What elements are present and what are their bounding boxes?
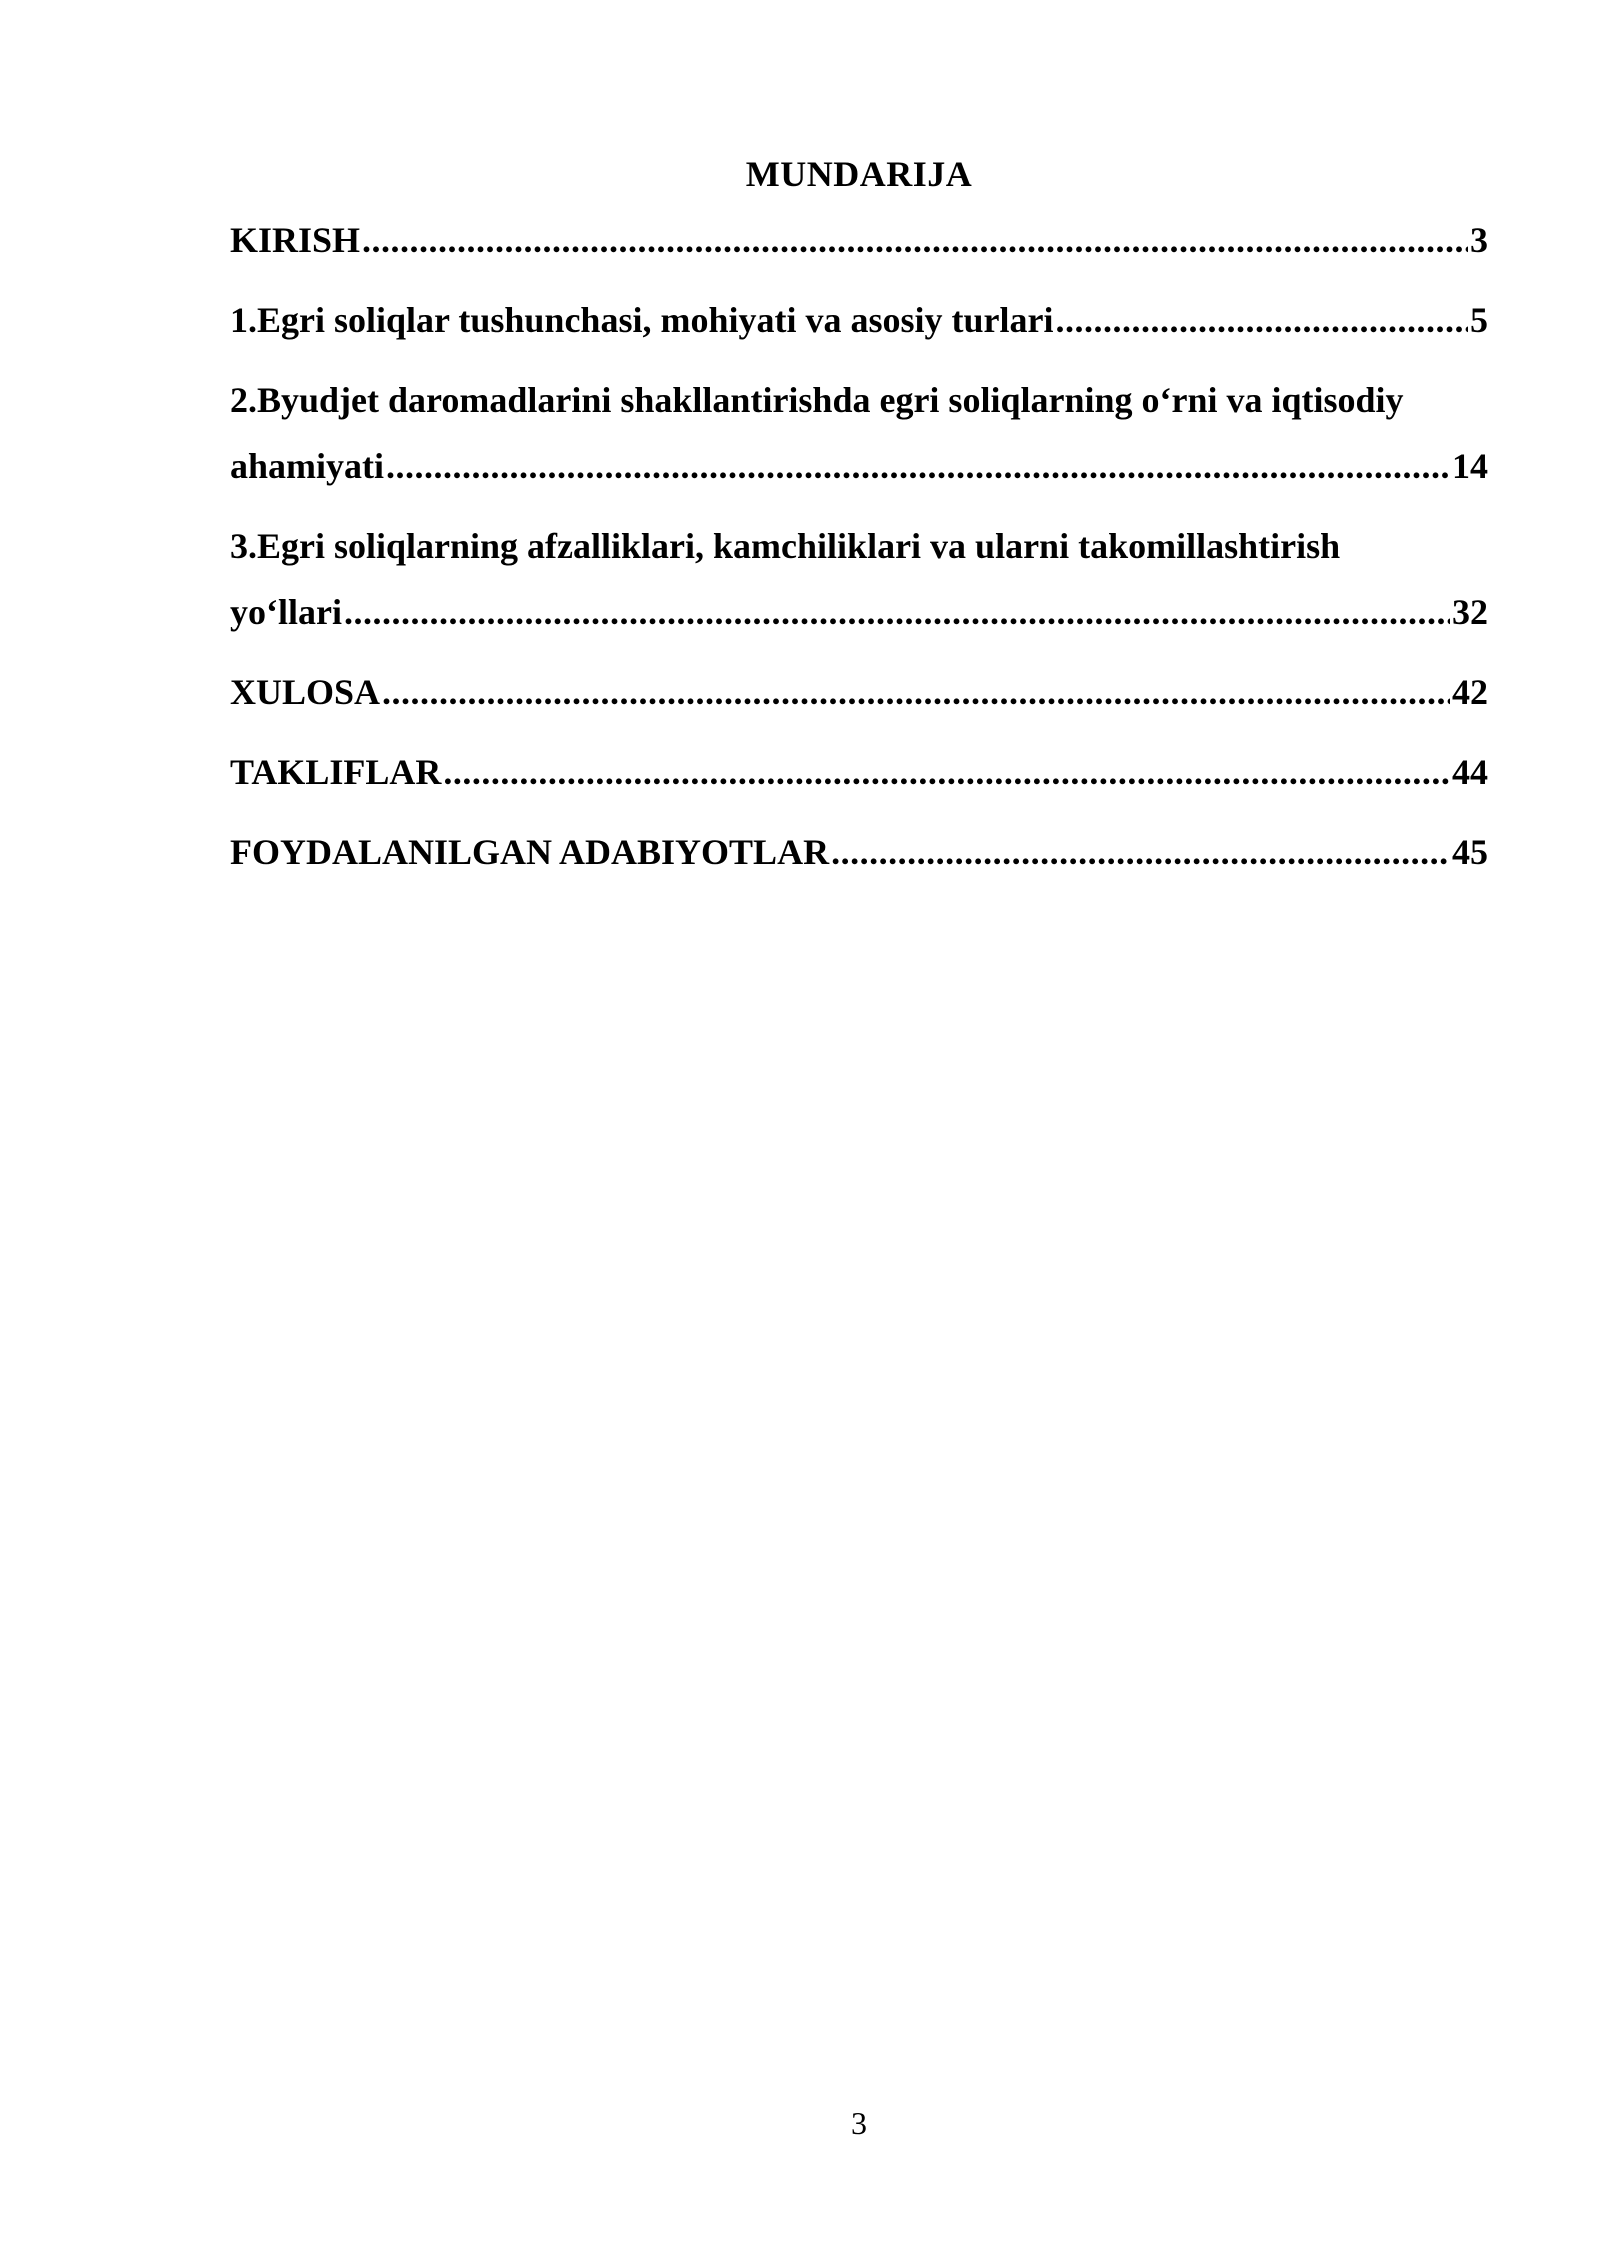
toc-entry-page: 44 bbox=[1452, 752, 1488, 792]
dot-leader bbox=[344, 586, 1450, 638]
dot-leader bbox=[382, 666, 1450, 718]
toc-entry-takliflar bbox=[230, 746, 1488, 826]
toc-entry-first-line: 2.Byudjet daromadlarini shakllantirishda egri soliqlarning o‘rni va iqtisodiy bbox=[230, 380, 1404, 420]
toc-entry-first-line: 3.Egri soliqlarning afzalliklari, kamchiliklari va ularni takomillashtirish bbox=[230, 526, 1341, 566]
toc-entry-page: 32 bbox=[1452, 592, 1488, 632]
toc-entry-chapter-3 bbox=[230, 520, 1488, 666]
toc-entry-page: 5 bbox=[1470, 300, 1488, 340]
dot-leader bbox=[443, 746, 1450, 798]
toc-entry-text: ahamiyati bbox=[230, 446, 385, 486]
dot-leader bbox=[386, 440, 1450, 492]
toc-entry-chapter-1 bbox=[230, 294, 1488, 374]
toc-entry-text: KIRISH bbox=[230, 220, 361, 260]
table-of-contents bbox=[230, 214, 1488, 906]
toc-entry-text: XULOSA bbox=[230, 672, 381, 712]
dot-leader bbox=[362, 214, 1468, 266]
toc-entry-text: FOYDALANILGAN ADABIYOTLAR bbox=[230, 832, 830, 872]
toc-entry-page: 45 bbox=[1452, 832, 1488, 872]
toc-entry-page: 3 bbox=[1470, 220, 1488, 260]
toc-entry-kirish bbox=[230, 214, 1488, 294]
dot-leader bbox=[831, 826, 1450, 878]
toc-entry-text: yo‘llari bbox=[230, 592, 342, 632]
dot-leader bbox=[1055, 294, 1468, 346]
toc-entry-page: 14 bbox=[1452, 446, 1488, 486]
toc-entry-chapter-2 bbox=[230, 374, 1488, 520]
toc-entry-page: 42 bbox=[1452, 672, 1488, 712]
page-number: 3 bbox=[851, 2105, 867, 2141]
toc-entry-xulosa bbox=[230, 666, 1488, 746]
toc-title: MUNDARIJA bbox=[745, 154, 973, 194]
toc-entry-text: TAKLIFLAR bbox=[230, 752, 442, 792]
toc-entry-text: 1.Egri soliqlar tushunchasi, mohiyati va asosiy turlari bbox=[230, 300, 1054, 340]
toc-entry-adabiyotlar bbox=[230, 826, 1488, 906]
